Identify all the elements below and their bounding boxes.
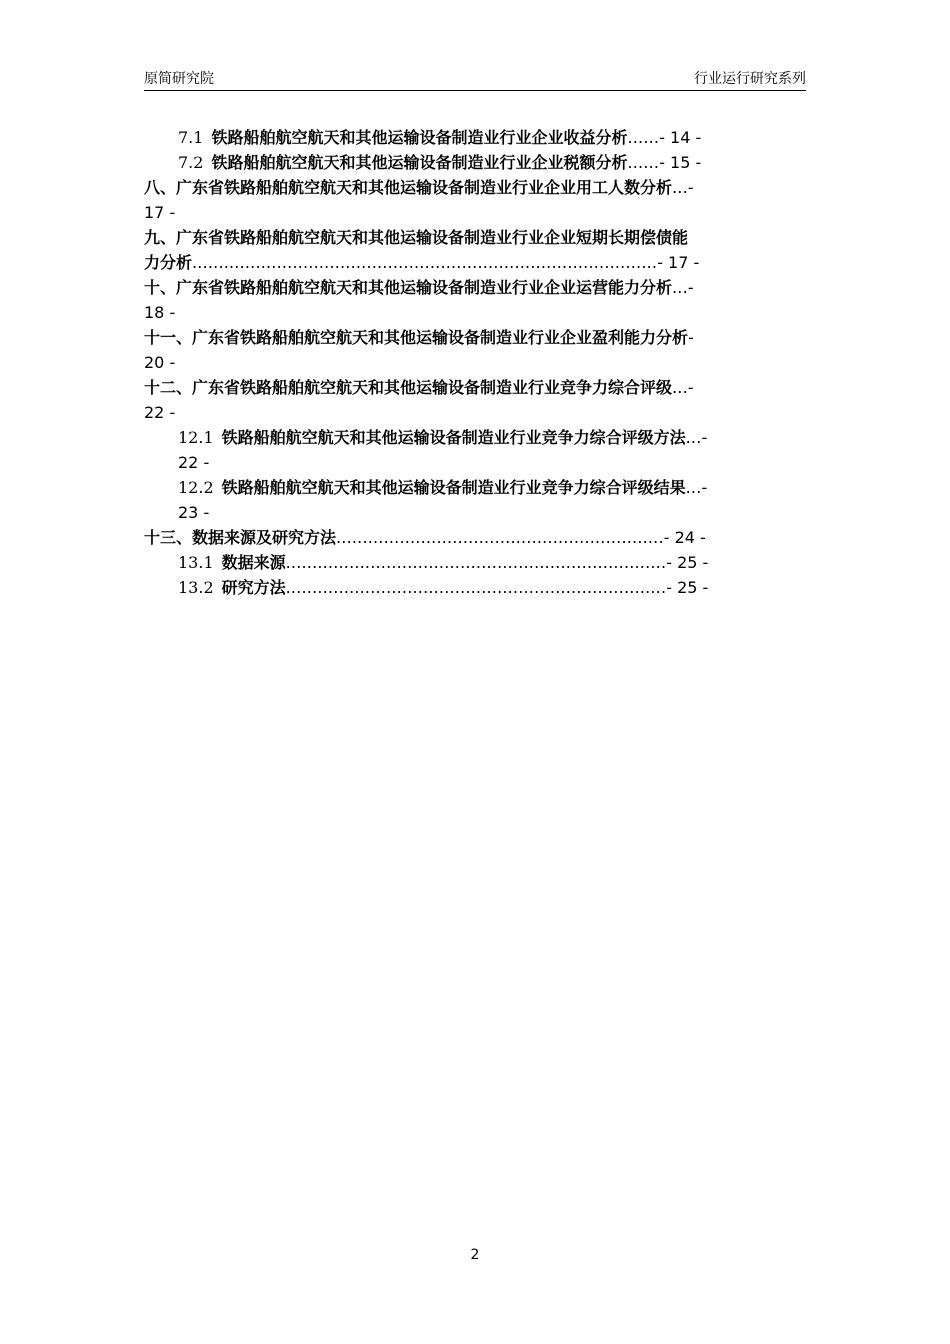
toc-title: 数据来源 bbox=[221, 553, 286, 572]
toc-entry-7-2[interactable] bbox=[144, 150, 806, 175]
toc-title: 铁路船舶航空航天和其他运输设备制造业行业企业税额分析 bbox=[211, 153, 628, 172]
toc-title: 铁路船舶航空航天和其他运输设备制造业行业竞争力综合评级结果 bbox=[221, 478, 686, 497]
toc-leader: ... bbox=[672, 378, 688, 397]
page-footer bbox=[0, 1247, 950, 1263]
toc-number: 7.1 bbox=[178, 128, 204, 147]
toc-entry-11[interactable] bbox=[144, 325, 806, 375]
toc-leader: ...... bbox=[627, 153, 660, 172]
toc-title: 铁路船舶航空航天和其他运输设备制造业行业竞争力综合评级方法 bbox=[221, 428, 686, 447]
toc-number: 13.1 bbox=[178, 553, 214, 572]
toc-page-wrap: 22 - bbox=[144, 403, 176, 422]
toc-entry-13-1[interactable] bbox=[144, 550, 806, 575]
toc-title: 十三、数据来源及研究方法 bbox=[144, 528, 337, 547]
toc-number: 7.2 bbox=[178, 153, 204, 172]
toc-entry-7-1[interactable] bbox=[144, 125, 806, 150]
toc-page-wrap: 20 - bbox=[144, 353, 176, 372]
header-series: 行业运行研究系列 bbox=[694, 71, 806, 87]
toc-title-wrap: 力分析 bbox=[144, 253, 193, 272]
toc-page-wrap: 23 - bbox=[178, 503, 210, 522]
toc-page-wrap: 22 - bbox=[178, 453, 210, 472]
page-header bbox=[144, 68, 806, 91]
toc-page: - bbox=[701, 478, 708, 497]
toc-entry-13[interactable] bbox=[144, 525, 806, 550]
toc-entry-12-1[interactable] bbox=[144, 425, 806, 475]
toc-page: - 25 - bbox=[666, 578, 709, 597]
table-of-contents bbox=[144, 125, 806, 600]
toc-leader: ... bbox=[685, 478, 702, 497]
toc-entry-9[interactable] bbox=[144, 225, 806, 275]
toc-page: - bbox=[687, 378, 694, 397]
toc-page: - bbox=[701, 428, 708, 447]
toc-number: 13.2 bbox=[178, 578, 214, 597]
toc-page-wrap: 17 - bbox=[144, 203, 176, 222]
toc-number: 12.1 bbox=[178, 428, 214, 447]
header-publisher: 原简研究院 bbox=[144, 71, 214, 87]
toc-page: - bbox=[688, 328, 694, 347]
toc-leader: ... bbox=[672, 178, 688, 197]
toc-entry-8[interactable] bbox=[144, 175, 806, 225]
toc-page: - bbox=[687, 178, 694, 197]
toc-page-wrap: 18 - bbox=[144, 303, 176, 322]
toc-entry-12[interactable] bbox=[144, 375, 806, 425]
toc-leader: ...... bbox=[627, 128, 660, 147]
toc-leader: ... bbox=[685, 428, 702, 447]
toc-title: 研究方法 bbox=[221, 578, 286, 597]
toc-title: 铁路船舶航空航天和其他运输设备制造业行业企业收益分析 bbox=[211, 128, 628, 147]
toc-leader: ........................................................................................ bbox=[192, 253, 658, 272]
toc-page: - 15 - bbox=[659, 153, 702, 172]
toc-title: 八、广东省铁路船舶航空航天和其他运输设备制造业行业企业用工人数分析 bbox=[144, 178, 673, 197]
toc-leader: ........................................................................ bbox=[285, 553, 667, 572]
toc-title: 十一、广东省铁路船舶航空航天和其他运输设备制造业行业企业盈利能力分析 bbox=[144, 328, 689, 347]
toc-page: - bbox=[687, 278, 694, 297]
toc-title: 十、广东省铁路船舶航空航天和其他运输设备制造业行业企业运营能力分析 bbox=[144, 278, 673, 297]
toc-page: - 14 - bbox=[659, 128, 702, 147]
page-number: 2 bbox=[470, 1247, 480, 1263]
toc-title: 九、广东省铁路船舶航空航天和其他运输设备制造业行业企业短期长期偿债能 bbox=[144, 228, 689, 247]
toc-entry-12-2[interactable] bbox=[144, 475, 806, 525]
toc-number: 12.2 bbox=[178, 478, 214, 497]
toc-page: - 17 - bbox=[657, 253, 700, 272]
toc-page: - 24 - bbox=[663, 528, 706, 547]
toc-entry-13-2[interactable] bbox=[144, 575, 806, 600]
toc-page: - 25 - bbox=[666, 553, 709, 572]
toc-entry-10[interactable] bbox=[144, 275, 806, 325]
toc-leader: ... bbox=[672, 278, 688, 297]
toc-leader: ........................................................................ bbox=[285, 578, 667, 597]
toc-leader: .............................................................. bbox=[336, 528, 664, 547]
toc-title: 十二、广东省铁路船舶航空航天和其他运输设备制造业行业竞争力综合评级 bbox=[144, 378, 673, 397]
